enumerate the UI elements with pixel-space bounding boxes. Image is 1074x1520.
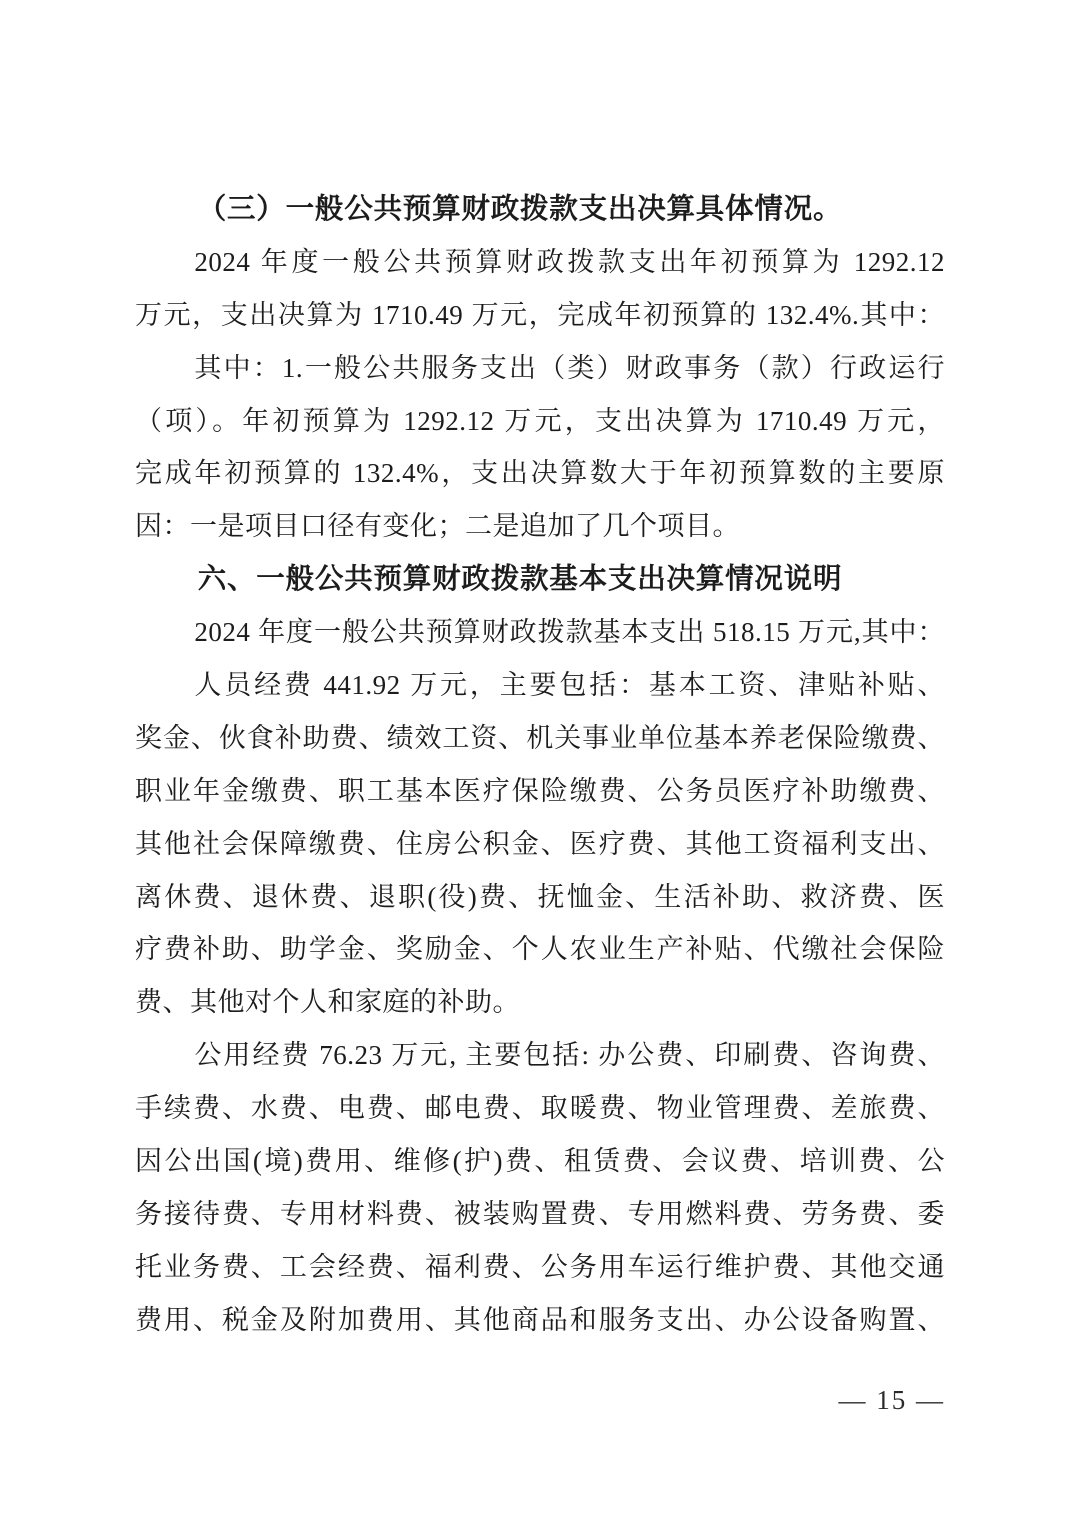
- text-line: 费用、税金及附加费用、其他商品和服务支出、办公设备购置、: [135, 1304, 945, 1335]
- document-text-block: [135, 183, 945, 1347]
- text-line: 费、其他对个人和家庭的补助。: [135, 987, 520, 1018]
- text-line: （项）。年初预算为 1292.12 万元，支出决算为 1710.49 万元，: [135, 405, 945, 436]
- text-line: 疗费补助、助学金、奖励金、个人农业生产补贴、代缴社会保险: [135, 934, 945, 965]
- text-line: 离休费、退休费、退职(役)费、抚恤金、生活补助、救济费、医: [135, 881, 945, 912]
- text-line: 因：一是项目口径有变化；二是追加了几个项目。: [135, 511, 740, 542]
- text-line: 人员经费 441.92 万元，主要包括：基本工资、津贴补贴、: [194, 670, 945, 701]
- section-heading-6: 六、一般公共预算财政拨款基本支出决算情况说明: [197, 563, 843, 596]
- text-line: 其他社会保障缴费、住房公积金、医疗费、其他工资福利支出、: [135, 828, 945, 859]
- section-heading-3: （三）一般公共预算财政拨款支出决算具体情况。: [197, 193, 843, 225]
- text-line: 2024 年度一般公共预算财政拨款支出年初预算为 1292.12: [194, 246, 945, 277]
- text-line: 完成年初预算的 132.4%，支出决算数大于年初预算数的主要原: [135, 458, 945, 489]
- text-line: 因公出国(境)费用、维修(护)费、租赁费、会议费、培训费、公: [135, 1146, 945, 1177]
- text-line: 奖金、伙食补助费、绩效工资、机关事业单位基本养老保险缴费、: [135, 722, 945, 753]
- text-line: 2024 年度一般公共预算财政拨款基本支出 518.15 万元,其中：: [194, 617, 945, 648]
- text-line: 万元，支出决算为 1710.49 万元，完成年初预算的 132.4%.其中：: [135, 299, 945, 330]
- page-number: — 15 —: [838, 1385, 945, 1415]
- text-line: 手续费、水费、电费、邮电费、取暖费、物业管理费、差旅费、: [135, 1093, 945, 1124]
- text-line: 职业年金缴费、职工基本医疗保险缴费、公务员医疗补助缴费、: [135, 775, 945, 806]
- text-line: 其中：1.一般公共服务支出（类）财政事务（款）行政运行: [194, 352, 945, 383]
- text-line: 公用经费 76.23 万元, 主要包括: 办公费、印刷费、咨询费、: [194, 1040, 945, 1071]
- text-line: 务接待费、专用材料费、被装购置费、专用燃料费、劳务费、委: [135, 1198, 945, 1229]
- text-line: 托业务费、工会经费、福利费、公务用车运行维护费、其他交通: [135, 1251, 945, 1282]
